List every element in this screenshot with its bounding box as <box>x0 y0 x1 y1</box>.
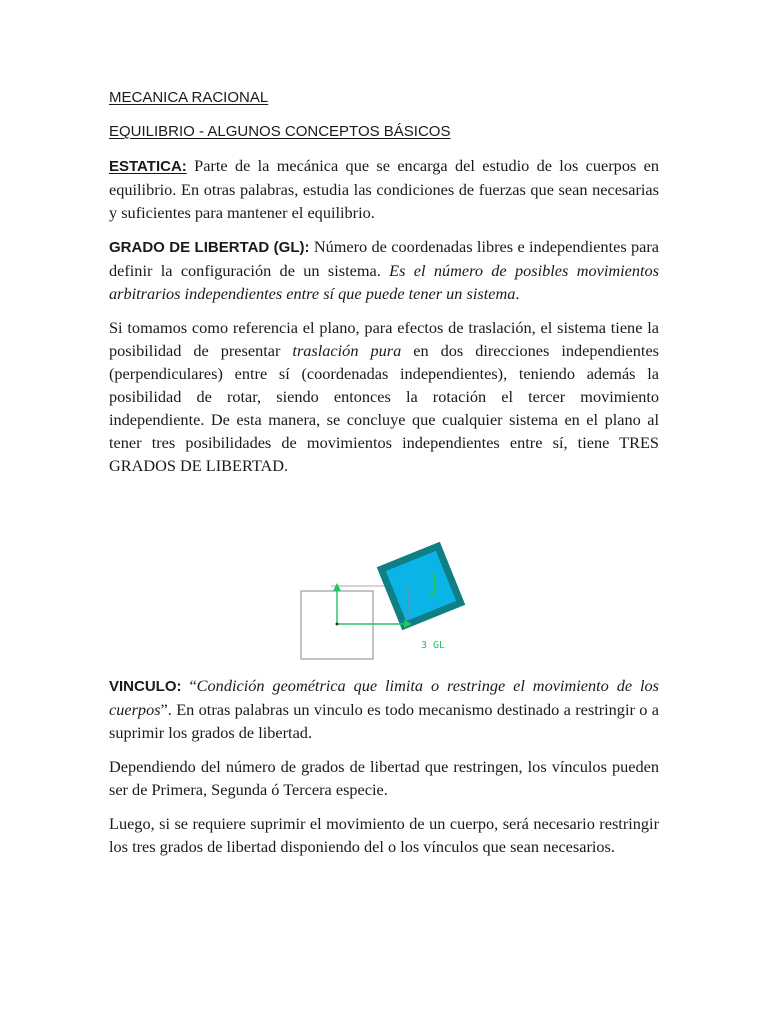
plano-italic: traslación pura <box>292 341 402 360</box>
dependiendo-paragraph: Dependiendo del número de grados de libertad que restringen, los vínculos pueden ser de Primera, Segunda ó Tercera especie. <box>109 757 659 799</box>
title-heading: MECANICA RACIONAL <box>109 89 269 106</box>
degrees-of-freedom-figure <box>291 536 479 662</box>
grado-italic: Es el número de posibles movimientos arbitrarios independientes entre sí que puede tener un sistema <box>109 261 659 303</box>
origin-point <box>336 623 339 626</box>
estatica-term: ESTATICA: <box>109 158 187 175</box>
estatica-paragraph <box>109 154 659 224</box>
vinculo-text: ”. En otras palabras un vinculo es todo mecanismo destinado a restringir o a suprimir los grados de libertad. <box>109 700 659 742</box>
luego-paragraph: Luego, si se requiere suprimir el movimiento de un cuerpo, será necesario restringir los tres grados de libertad disponiendo del o los vínculos que sean necesarios. <box>109 814 659 856</box>
arrow-up-icon <box>333 583 341 591</box>
vinculo-term: VINCULO: <box>109 678 182 695</box>
document-page <box>109 84 659 477</box>
grado-text: Número de coordenadas libres e independientes para definir la configuración de un sistema. <box>109 237 660 280</box>
plano-text-2: en dos direcciones independientes (perpendiculares) entre sí (coordenadas independientes), teniendo además la posibilidad de rotar, siendo entonces la rotación el tercer movimiento independiente. De esta manera, se concluye que cualquier sistema en el plano al tener tres posibilidades de movimientos independientes entre sí, tiene TRES GRADOS DE LIBERTAD. <box>109 341 660 475</box>
estatica-text: Parte de la mecánica que se encarga del estudio de los cuerpos en equilibrio. En otras palabras, estudia las condiciones de fuerzas que sean necesarias y suficientes para mantener el equilibrio. <box>109 156 660 222</box>
rotated-body <box>377 542 466 631</box>
document-page-lower <box>109 674 659 858</box>
plano-paragraph <box>109 316 659 477</box>
grado-term: GRADO DE LIBERTAD (GL): <box>109 239 310 256</box>
vinculo-paragraph <box>109 674 659 744</box>
vinculo-italic: Condición geométrica que limita o restringe el movimiento de los cuerpos <box>109 676 659 719</box>
vinculo-open-quote: “ <box>189 676 197 695</box>
grado-paragraph <box>109 235 659 305</box>
figure-label: 3 GL <box>421 640 446 651</box>
plano-text-1: Si tomamos como referencia el plano, para efectos de traslación, el sistema tiene la posibilidad de presentar <box>109 318 659 360</box>
grado-tail: . <box>515 284 520 303</box>
subtitle-heading: EQUILIBRIO - ALGUNOS CONCEPTOS BÁSICOS <box>109 123 451 140</box>
